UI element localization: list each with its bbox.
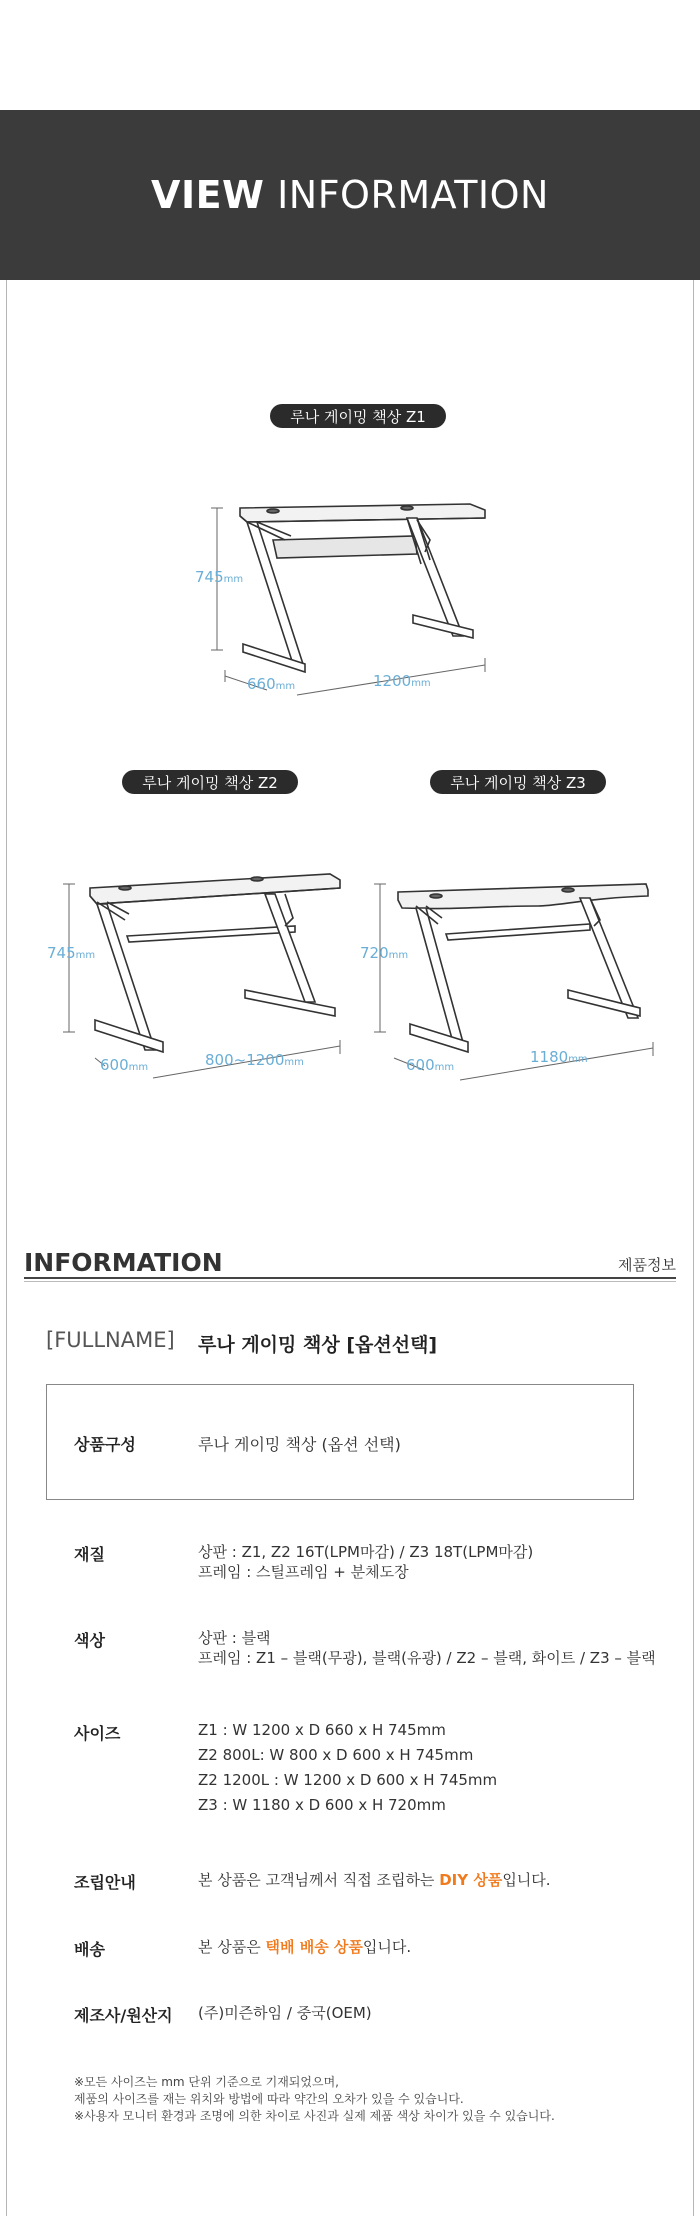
size-line: Z1 : W 1200 x D 660 x H 745mm [198,1721,446,1739]
footnote-line: 제품의 사이즈를 재는 위치와 방법에 따라 약간의 오차가 있을 수 있습니다. [74,2092,464,2106]
footnote-line: ※모든 사이즈는 mm 단위 기준으로 기재되었으며, [74,2075,339,2089]
desk-z3-diagram [360,862,668,1082]
product-label-z2 [122,770,298,794]
assembly-highlight: DIY 상품 [439,1871,503,1889]
material-line: 상판 : Z1, Z2 16T(LPM마감) / Z3 18T(LPM마감) [198,1543,534,1561]
color-label: 색상 [74,1631,105,1650]
size-label: 사이즈 [74,1724,121,1743]
desk-z1-drawing [240,504,485,672]
product-label-z1-text: 루나 게이밍 책상 Z1 [290,407,426,426]
shipping-label: 배송 [74,1940,105,1959]
material-label: 재질 [74,1545,105,1564]
product-label-z3-text: 루나 게이밍 책상 Z3 [450,773,586,792]
banner-title-light: INFORMATION [277,173,549,217]
dim-height-z3: 720mm [360,944,409,962]
banner-title-bold: VIEW [151,173,265,217]
size-line: Z2 1200L : W 1200 x D 600 x H 745mm [198,1771,498,1789]
view-information-banner [0,110,700,280]
fullname-tag: [FULLNAME] [46,1328,175,1352]
material-value [198,1542,533,1582]
assembly-text: 본 상품은 고객님께서 직접 조립하는 [198,1871,440,1889]
color-line: 프레임 : Z1 – 블랙(무광), 블랙(유광) / Z2 – 블랙, 화이트 / Z3 – 블랙 [198,1649,656,1667]
information-subheading: 제품정보 [618,1256,676,1274]
footnote-line: ※사용자 모니터 환경과 조명에 의한 차이로 사진과 실제 제품 색상 차이가 있을 수 있습니다. [74,2109,555,2123]
dim-height-z1: 745mm [195,568,244,586]
assembly-label: 조립안내 [74,1873,136,1892]
color-value [198,1628,656,1668]
desk-z2-diagram [45,862,345,1082]
composition-value: 루나 게이밍 책상 (옵션 선택) [198,1435,401,1454]
shipping-text-end: 입니다. [362,1938,412,1956]
shipping-text: 본 상품은 [198,1938,266,1956]
desk-z3-drawing [398,884,648,1052]
information-heading: INFORMATION [24,1248,223,1277]
desk-z1-diagram [185,480,515,695]
composition-label: 상품구성 [74,1435,136,1454]
dim-depth-z3: 600mm [406,1056,455,1074]
shipping-value [198,1937,411,1957]
product-label-z1 [270,404,446,428]
information-divider [24,1277,676,1279]
dim-height-z2: 745mm [47,944,96,962]
maker-value: (주)미즌하임 / 중국(OEM) [198,2004,372,2022]
dim-width-z3: 1180mm [530,1048,588,1066]
footnotes [74,2074,555,2125]
fullname-value: 루나 게이밍 책상 [옵션선택] [198,1334,438,1356]
size-line: Z3 : W 1180 x D 600 x H 720mm [198,1796,446,1814]
assembly-value [198,1870,551,1890]
dim-width-z2: 800~1200mm [205,1051,304,1069]
shipping-highlight: 택배 배송 상품 [265,1938,363,1956]
size-line: Z2 800L: W 800 x D 600 x H 745mm [198,1746,474,1764]
dim-depth-z2: 600mm [100,1056,149,1074]
size-value [198,1718,497,1818]
product-label-z3 [430,770,606,794]
assembly-text-end: 입니다. [502,1871,551,1889]
dim-depth-z1: 660mm [247,675,296,693]
product-label-z2-text: 루나 게이밍 책상 Z2 [142,773,278,792]
color-line: 상판 : 블랙 [198,1629,271,1647]
desk-z2-drawing [90,874,340,1052]
maker-label: 제조사/원산지 [74,2006,173,2025]
dim-width-z1: 1200mm [373,672,431,690]
material-line: 프레임 : 스틸프레임 + 분체도장 [198,1563,409,1581]
information-divider-thin [24,1281,676,1282]
banner-title [151,173,549,217]
